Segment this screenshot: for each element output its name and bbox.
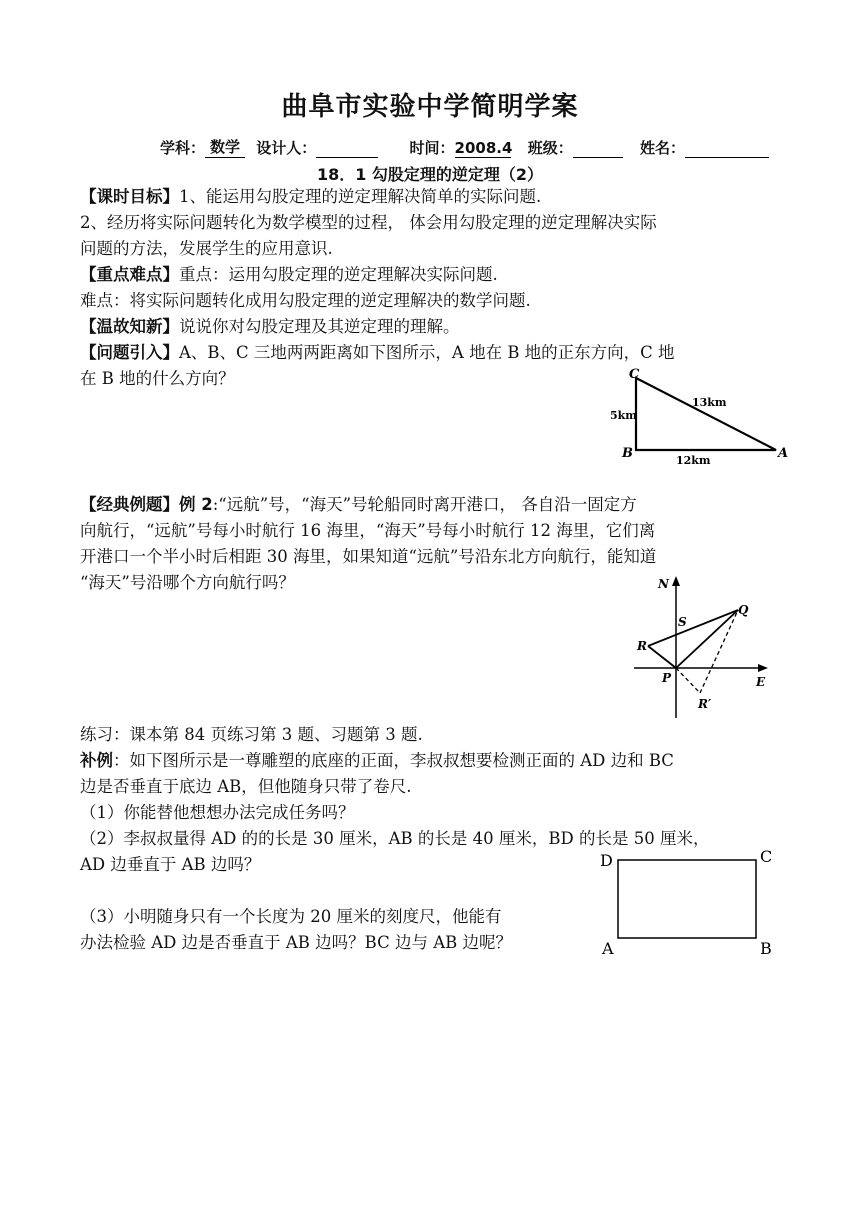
extra-text-1: ：如下图所示是一尊雕塑的底座的正面，李叔叔想要检测正面的 AD 边和 BC bbox=[113, 751, 674, 770]
key-tag: 【重点难点】 bbox=[80, 265, 179, 284]
time-value: 2008.4 bbox=[454, 139, 513, 157]
extra-line-1 bbox=[80, 748, 785, 773]
label-p: P bbox=[662, 671, 672, 685]
line-pr-prime bbox=[676, 668, 700, 693]
example-line-1 bbox=[80, 492, 785, 517]
example-line-3: 开港口一个半小时后相距 30 海里，如果知道“远航”号沿东北方向航行，能知道 bbox=[80, 547, 657, 566]
designer-field bbox=[316, 139, 378, 158]
class-field bbox=[573, 139, 623, 158]
review-text: 说说你对勾股定理及其逆定理的理解。 bbox=[179, 317, 460, 336]
side-cb-label: 5km bbox=[610, 409, 637, 422]
name-label: 姓名： bbox=[640, 139, 686, 157]
intro-line-1 bbox=[80, 340, 785, 365]
label-c-rect: C bbox=[760, 847, 773, 866]
compass-figure bbox=[628, 572, 778, 722]
subject-value: 数学 bbox=[205, 136, 245, 158]
goal-tag: 【课时目标】 bbox=[80, 187, 179, 206]
triangle-figure bbox=[600, 366, 800, 466]
side-ca-label: 13km bbox=[692, 396, 727, 409]
example-line-4: “海天”号沿哪个方向航行吗？ bbox=[80, 573, 295, 592]
page-title: 曲阜市实验中学简明学案 bbox=[281, 92, 579, 122]
review-line bbox=[80, 314, 785, 339]
practice-line: 练习：课本第 84 页练习第 3 题、习题第 3 题. bbox=[80, 725, 423, 744]
label-n: N bbox=[658, 577, 669, 591]
designer-label: 设计人： bbox=[256, 139, 317, 157]
key-text: 重点：运用勾股定理的逆定理解决实际问题. bbox=[179, 265, 498, 284]
subject-label: 学科： bbox=[160, 139, 206, 157]
label-e: E bbox=[756, 675, 766, 689]
question-3b: 办法检验 AD 边是否垂直于 AB 边吗？BC 边与 AB 边呢？ bbox=[80, 933, 512, 952]
rectangle-figure bbox=[596, 846, 786, 958]
label-a-rect: A bbox=[602, 939, 614, 958]
difficulty-line: 难点：将实际问题转化成用勾股定理的逆定理解决的数学问题. bbox=[80, 291, 531, 310]
line-pr bbox=[648, 646, 676, 668]
example-text-1: :“远航”号，“海天”号轮船同时离开港口， 各自沿一固定方 bbox=[212, 495, 637, 514]
label-r: R bbox=[637, 639, 647, 653]
goal-line-3: 问题的方法，发展学生的应用意识. bbox=[80, 239, 333, 258]
question-2a: （2）李叔叔量得 AD 的的长是 30 厘米，AB 的长是 40 厘米，BD 的长是 50 厘米， bbox=[80, 829, 710, 848]
label-b-rect: B bbox=[760, 939, 772, 958]
header-meta-row bbox=[160, 136, 800, 158]
label-c: C bbox=[629, 367, 640, 382]
example-line-2: 向航行，“远航”号每小时航行 16 海里，“海天”号每小时航行 12 海里，它们离 bbox=[80, 521, 656, 540]
lesson-subtitle: 18．1 勾股定理的逆定理（2） bbox=[316, 165, 544, 184]
question-1: （1）你能替他想想办法完成任务吗？ bbox=[80, 803, 355, 822]
intro-line-2: 在 B 地的什么方向？ bbox=[80, 369, 235, 388]
time-label: 时间： bbox=[409, 139, 455, 157]
extra-line-2: 边是否垂直于底边 AB，但他随身只带了卷尺. bbox=[80, 777, 412, 796]
label-q: Q bbox=[738, 603, 749, 617]
example-tag: 【经典例题】 bbox=[80, 495, 179, 514]
triangle-shape bbox=[636, 378, 776, 450]
north-arrow-icon bbox=[672, 576, 680, 586]
label-d: D bbox=[600, 851, 613, 870]
label-b: B bbox=[622, 446, 633, 461]
name-field bbox=[685, 139, 769, 158]
side-ba-label: 12km bbox=[676, 454, 711, 466]
question-3a: （3）小明随身只有一个长度为 20 厘米的刻度尺，他能有 bbox=[80, 907, 502, 926]
example-label: 例 2 bbox=[179, 495, 213, 514]
intro-tag: 【问题引入】 bbox=[80, 343, 179, 362]
label-r-prime: R′ bbox=[698, 697, 712, 711]
class-label: 班级： bbox=[527, 139, 573, 157]
label-a: A bbox=[778, 446, 789, 461]
question-2b: AD 边垂直于 AB 边吗？ bbox=[80, 855, 261, 874]
intro-text-1: A、B、C 三地两两距离如下图所示，A 地在 B 地的正东方向，C 地 bbox=[179, 343, 675, 362]
extra-tag: 补例 bbox=[80, 751, 113, 770]
east-arrow-icon bbox=[758, 664, 768, 672]
review-tag: 【温故知新】 bbox=[80, 317, 179, 336]
goal-line-1 bbox=[80, 184, 785, 209]
base-rectangle bbox=[618, 860, 756, 938]
label-s: S bbox=[678, 615, 687, 629]
goal-line-2: 2、经历将实际问题转化为数学模型的过程， 体会用勾股定理的逆定理解决实际 bbox=[80, 213, 657, 232]
key-line bbox=[80, 262, 785, 287]
goal-text-1: 1、能运用勾股定理的逆定理解决简单的实际问题. bbox=[179, 187, 542, 206]
